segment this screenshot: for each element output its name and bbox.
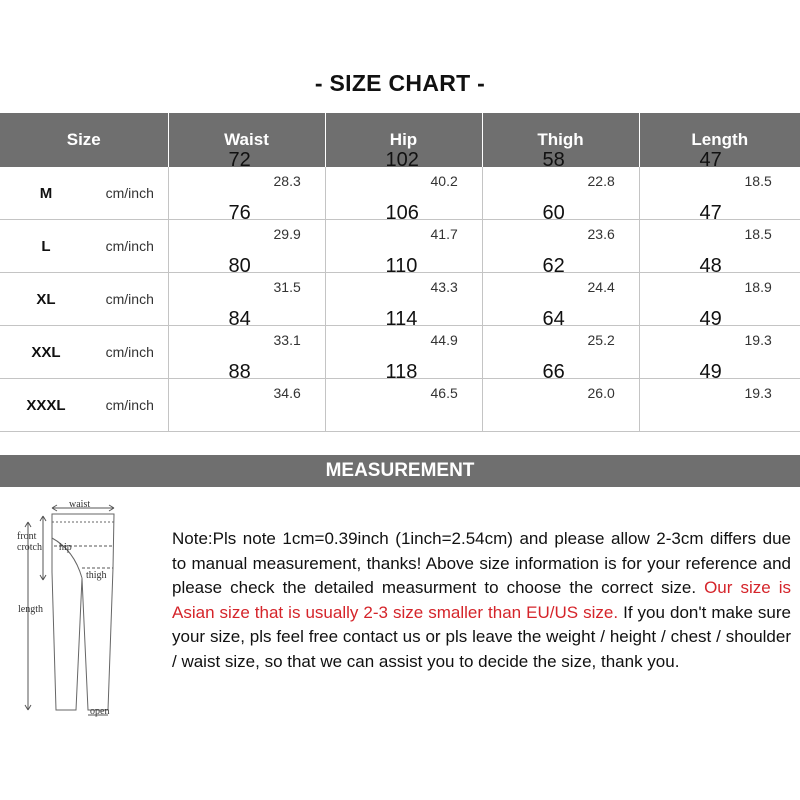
- note-intro: Note:Pls note 1cm=0.39inch (1inch=2.54cm) and please allow 2-3cm differs due to manual measurement, thanks! Above size information is for your reference and please check the detailed measurment to choose the correct size.: [172, 529, 791, 597]
- thigh-cm-value: 58: [542, 149, 565, 171]
- thigh-label: thigh: [86, 570, 107, 581]
- length-cm-value: 48: [699, 255, 722, 277]
- waist-inch-value: 33.1: [273, 332, 301, 348]
- waist-cell: [168, 361, 325, 432]
- waist-cm-value: 84: [228, 308, 251, 330]
- unit-label: cm/inch: [92, 273, 168, 326]
- hip-inch-value: 46.5: [430, 385, 458, 401]
- thigh-cell: [482, 361, 639, 432]
- note-warning: Our size is Asian size that is usually 2-3 size smaller than EU/US size.: [172, 578, 791, 622]
- page-title: - SIZE CHART -: [314, 70, 486, 96]
- measurement-heading: MEASUREMENT: [0, 455, 800, 487]
- length-cell: [639, 361, 800, 432]
- size-label: XXL: [0, 326, 92, 379]
- header-length: Length: [639, 113, 800, 167]
- size-label: L: [0, 220, 92, 273]
- hip-inch-value: 43.3: [430, 279, 458, 295]
- waist-cm-value: 72: [228, 149, 251, 171]
- note-outro: If you don't make sure your size, pls feel free contact us or pls leave the weight / height / chest / shoulder / waist size, so that we can assist you to decide the size, thank you.: [172, 602, 791, 671]
- size-chart-table: [0, 113, 800, 432]
- length-inch-value: 18.5: [744, 226, 772, 242]
- thigh-cm-value: 62: [542, 255, 565, 277]
- hip-cell: [325, 361, 482, 432]
- size-label: XXXL: [0, 379, 92, 432]
- thigh-cm-value: 66: [542, 361, 565, 383]
- unit-label: cm/inch: [92, 379, 168, 432]
- waist-cm-value: 80: [228, 255, 251, 277]
- thigh-inch-value: 22.8: [587, 173, 615, 189]
- length-inch-value: 19.3: [744, 385, 772, 401]
- unit-label: cm/inch: [92, 326, 168, 379]
- crotch-label: crotch: [17, 542, 42, 553]
- length-inch-value: 19.3: [744, 332, 772, 348]
- hip-cm-value: 102: [385, 149, 419, 171]
- hip-inch-value: 40.2: [430, 173, 458, 189]
- thigh-inch-value: 26.0: [587, 385, 615, 401]
- open-label: open: [90, 706, 110, 717]
- unit-label: cm/inch: [92, 220, 168, 273]
- length-cm-value: 49: [699, 361, 722, 383]
- length-inch-value: 18.9: [744, 279, 772, 295]
- waist-inch-value: 31.5: [273, 279, 301, 295]
- size-label: XL: [0, 273, 92, 326]
- header-thigh: Thigh: [482, 113, 639, 167]
- hip-inch-value: 41.7: [430, 226, 458, 242]
- size-label: M: [0, 167, 92, 220]
- waist-inch-value: 28.3: [273, 173, 301, 189]
- hip-inch-value: 44.9: [430, 332, 458, 348]
- thigh-inch-value: 23.6: [587, 226, 615, 242]
- hip-cm-value: 114: [385, 308, 418, 330]
- hip-label: hip: [59, 542, 72, 553]
- length-cm-value: 47: [699, 149, 722, 171]
- waist-inch-value: 29.9: [273, 226, 301, 242]
- waist-label: waist: [69, 499, 91, 510]
- front-label: front: [17, 531, 37, 542]
- waist-inch-value: 34.6: [273, 385, 301, 401]
- hip-cm-value: 110: [385, 255, 418, 277]
- table-row: [0, 379, 800, 432]
- waist-cm-value: 88: [228, 361, 251, 383]
- header-size: Size: [0, 113, 168, 167]
- length-cm-value: 47: [699, 202, 722, 224]
- thigh-cm-value: 60: [542, 202, 565, 224]
- thigh-cm-value: 64: [542, 308, 565, 330]
- length-cm-value: 49: [699, 308, 722, 330]
- thigh-inch-value: 25.2: [587, 332, 615, 348]
- unit-label: cm/inch: [92, 167, 168, 220]
- header-waist: Waist: [168, 113, 325, 167]
- length-label: length: [18, 604, 43, 615]
- length-inch-value: 18.5: [744, 173, 772, 189]
- header-hip: Hip: [325, 113, 482, 167]
- thigh-inch-value: 24.4: [587, 279, 615, 295]
- hip-cm-value: 118: [385, 361, 418, 383]
- waist-cm-value: 76: [228, 202, 251, 224]
- pants-measurement-diagram: [16, 498, 124, 720]
- size-note: [172, 527, 791, 674]
- hip-cm-value: 106: [385, 202, 419, 224]
